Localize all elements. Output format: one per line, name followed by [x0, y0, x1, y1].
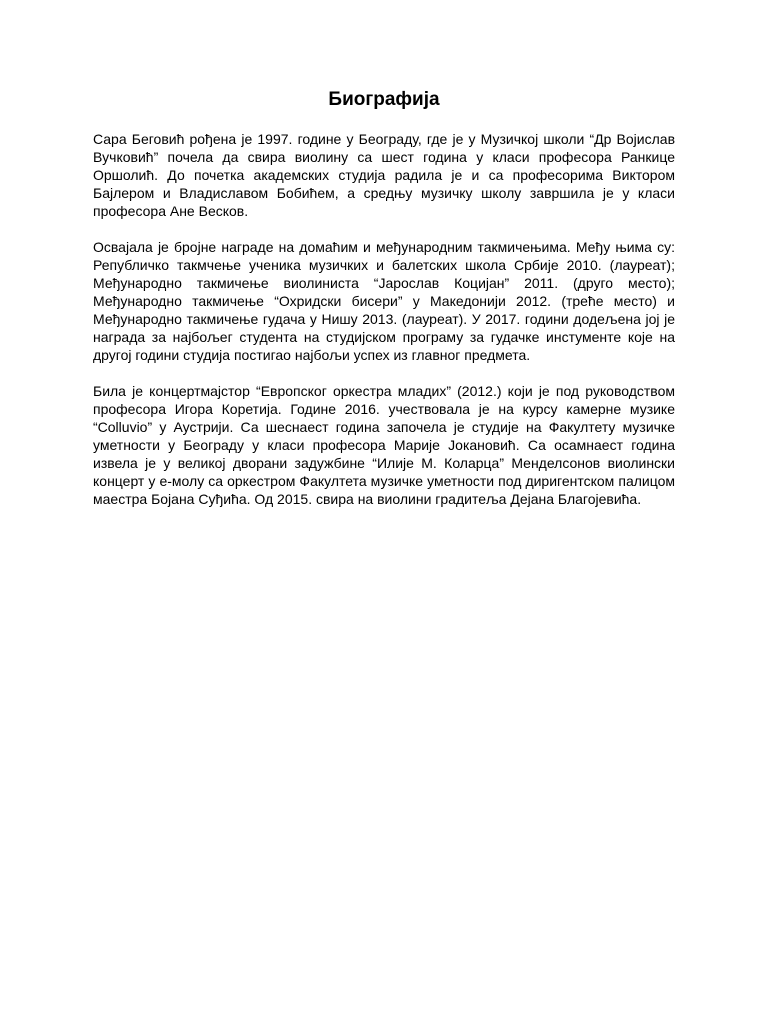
paragraph-2: Освајала је бројне награде на домаћим и међународним такмичењима. Међу њима су: Републичко такмчење ученика музичких и балетских школа Србије 2010. (лауреат); Међународно такмичење виолиниста “Јарослав Коцијан” 2011. (друго место); Међународно такмичење “Охридски бисери” у Македонији 2012. (треће место) и Међународно такмичење гудача у Нишу 2013. (лауреат). У 2017. години додељена јој је награда за најбољег студента на студијском програму за гудачке инстументе које на другој години студија постигао најбољи успех из главног предмета.: [93, 239, 675, 363]
paragraph-1: Сара Беговић рођена је 1997. године у Београду, где је у Музичкој школи “Др Војислав Вучковић” почела да свира виолину са шест година у класи професора Ранкице Оршолић. До почетка академских студија радила је и са професорима Виктором Бајлером и Владиславом Бобићем, а средњу музичку школу завршила је у класи професора Ане Весков.: [93, 131, 675, 219]
paragraph-3: Била је концертмајстор “Европског оркестра младих” (2012.) који је под руководством професора Игора Коретија. Године 2016. учествовала је на курсу камерне музике “Colluvio” у Аустрији. Са шеснаест година започела је студије на Факултету музичке уметности у Београду у класи професора Марије Јокановић. Са осамнаест година извела је у великој дворани задужбине “Илије М. Коларца” Менделсонов виолински концерт у е-молу са оркестром Факултета музичке уметности под диригентском палицом маестра Бојана Суђића. Од 2015. свира на виолини градитеља Дејана Благојевића.: [93, 383, 675, 507]
document-body: [93, 130, 675, 526]
page-title: Биографија: [328, 89, 440, 110]
